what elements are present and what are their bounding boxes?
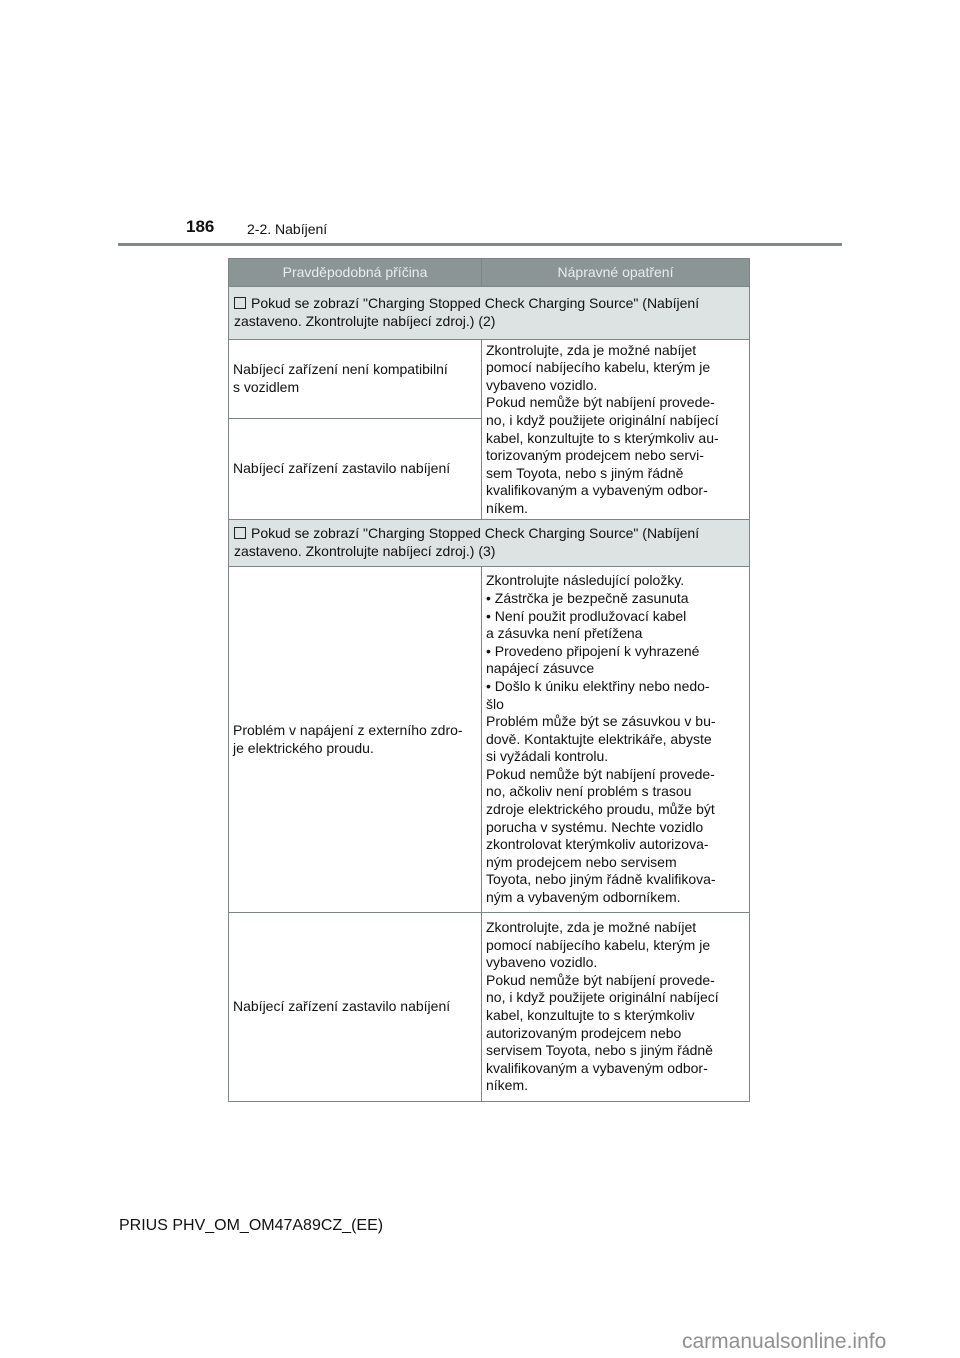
table-row xyxy=(229,913,750,1102)
table-row xyxy=(229,567,750,913)
remedy-cell: Zkontrolujte následující položky. • Zástrčka je bezpečně zasunuta • Není použit prodlužovací kabel a zásuvka není přetížena • Provedeno připojení k vyhrazené napájecí zásuvce • Došlo k úniku elektřiny nebo nedo- šlo Problém může být se zásuvkou v bu- dově. Kontaktujte elektrikáře, abyste si vyžádali kontrolu. Pokud nemůže být nabíjení provede- no, ačkoliv není problém s trasou zdroje elektrického proudu, může být porucha v systému. Nechte vozidlo zkontrolovat kterýmkoliv autorizova- ným prodejcem nebo servisem Toyota, nebo jiným řádně kvalifikova- ným a vybaveným odborníkem. xyxy=(482,567,750,913)
checkbox-bullet-icon xyxy=(234,527,246,539)
cause-cell: Nabíjecí zařízení zastavilo nabíjení xyxy=(229,419,482,520)
remedy-cell: Zkontrolujte, zda je možné nabíjet pomocí nabíjecího kabelu, kterým je vybaveno vozidlo. Pokud nemůže být nabíjení provede- no, i když použijete originální nabíjecí kabel, konzultujte to s kterýmkoliv autorizovaným prodejcem nebo servisem Toyota, nebo s jiným řádně kvalifikovaným a vybaveným odbor- níkem. xyxy=(482,913,750,1102)
document-code: PRIUS PHV_OM_OM47A89CZ_(EE) xyxy=(119,1217,384,1234)
checkbox-bullet-icon xyxy=(234,297,246,309)
watermark: carmanualsonline.info xyxy=(682,1330,887,1353)
section-heading: Pokud se zobrazí "Charging Stopped Check Charging Source" (Nabíjení zastaveno. Zkontrolujte nabíjecí zdroj.) (3) xyxy=(229,520,750,567)
table-header xyxy=(229,259,750,287)
cause-cell: Nabíjecí zařízení zastavilo nabíjení xyxy=(229,913,482,1102)
remedy-cell: Zkontrolujte, zda je možné nabíjet pomocí nabíjecího kabelu, kterým je vybaveno vozidlo. Pokud nemůže být nabíjení provede- no, i když použijete originální nabíjecí kabel, konzultujte to s kterýmkoliv au- torizovaným prodejcem nebo servi- sem Toyota, nebo s jiným řádně kvalifikovaným a vybaveným odbor- níkem. xyxy=(482,340,750,520)
column-header-cause: Pravděpodobná příčina xyxy=(229,259,482,287)
section-title: 2-2. Nabíjení xyxy=(247,221,328,237)
column-header-remedy: Nápravné opatření xyxy=(482,259,750,287)
cause-cell: Problém v napájení z externího zdro- je elektrického proudu. xyxy=(229,567,482,913)
cause-cell: Nabíjecí zařízení není kompatibilní s vozidlem xyxy=(229,340,482,419)
troubleshooting-table xyxy=(228,258,750,1102)
page-number: 186 xyxy=(186,217,215,236)
section-heading: Pokud se zobrazí "Charging Stopped Check Charging Source" (Nabíjení zastaveno. Zkontrolujte nabíjecí zdroj.) (2) xyxy=(229,287,750,340)
header-rule xyxy=(118,243,842,246)
table-row xyxy=(229,340,750,419)
